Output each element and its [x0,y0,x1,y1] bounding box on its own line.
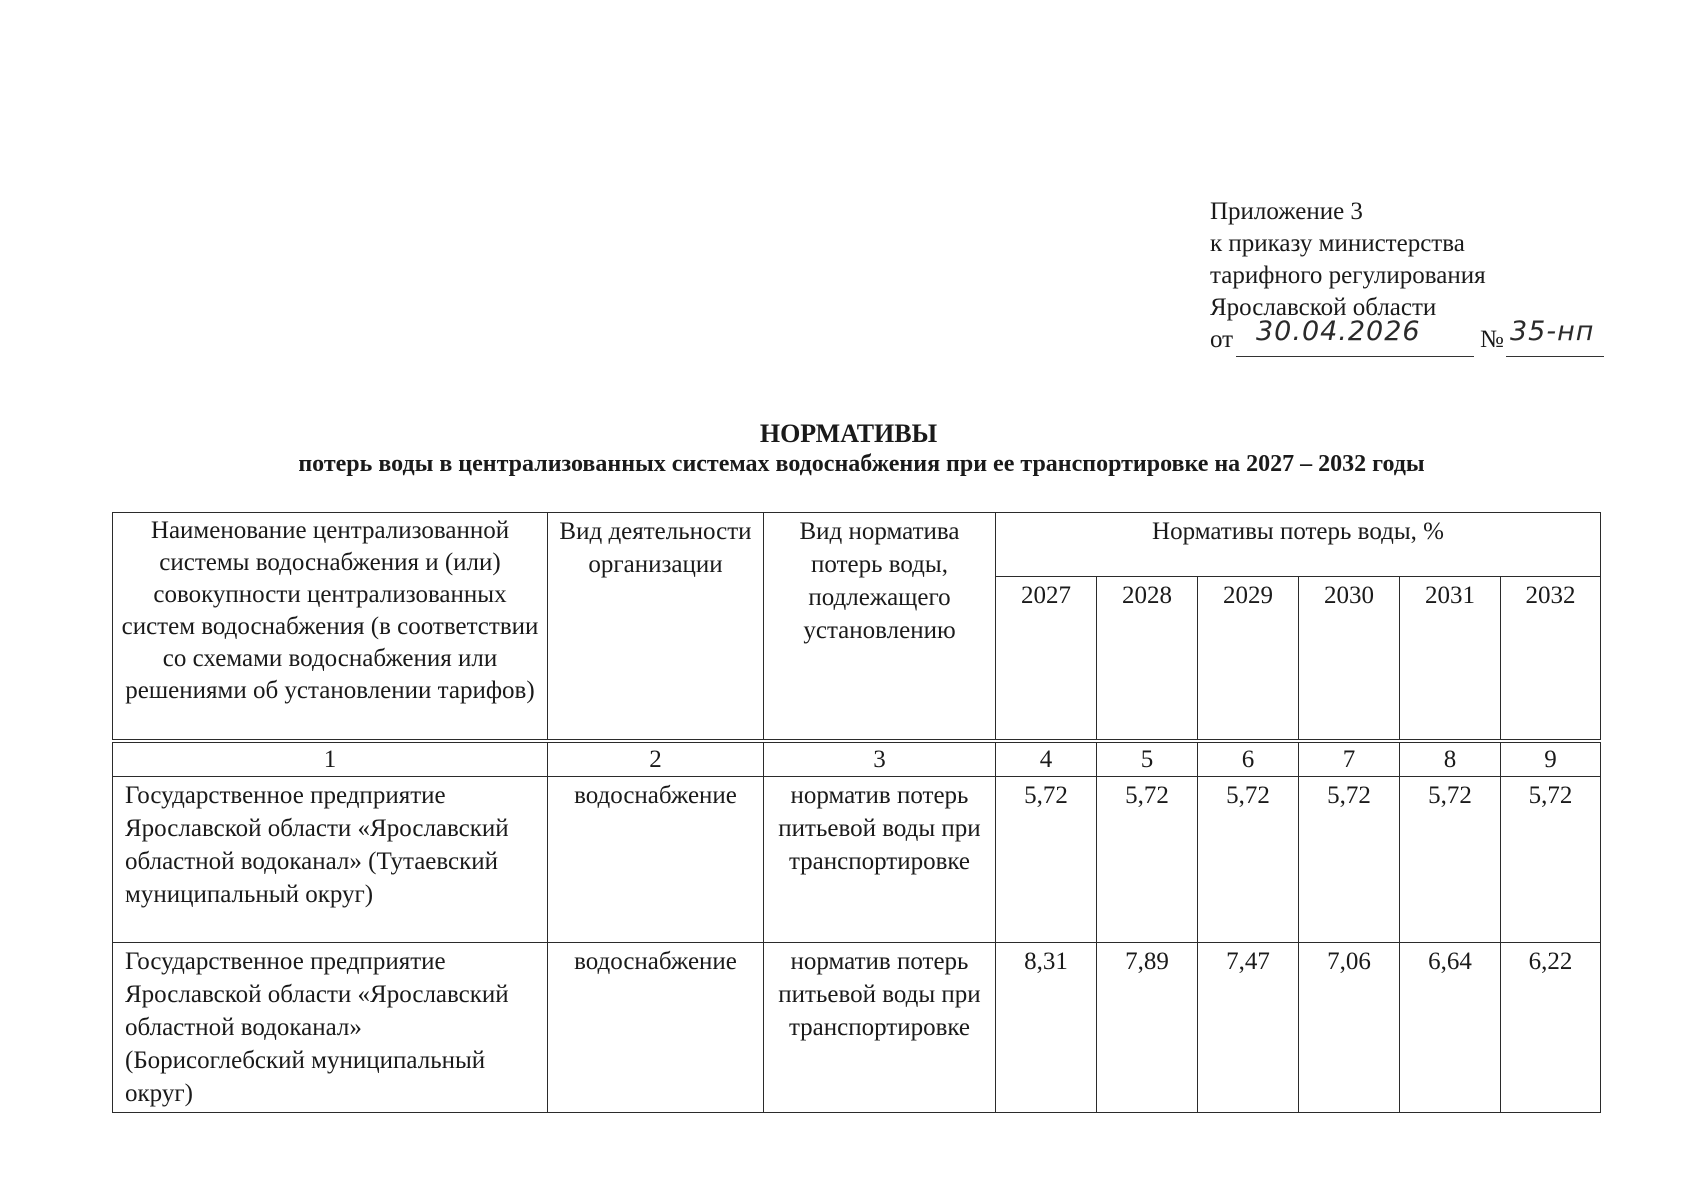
handwritten-number: 35-нп [1510,316,1595,347]
order-date-number-line [1210,316,1595,362]
activity-cell: водоснабжение [548,942,764,1112]
value-cell: 5,72 [1299,776,1400,942]
appendix-block [1210,196,1595,362]
header-year: 2032 [1501,577,1601,741]
column-number: 3 [764,741,996,777]
column-number: 4 [996,741,1097,777]
header-norms-group: Нормативы потерь воды, % [996,513,1601,577]
number-prefix: № [1480,326,1504,353]
activity-cell: водоснабжение [548,776,764,942]
value-cell: 5,72 [996,776,1097,942]
column-numbers-row [113,741,1601,777]
appendix-line-1: Приложение 3 [1210,198,1363,225]
appendix-line-4: Ярославской области [1210,294,1437,321]
column-number: 1 [113,741,548,777]
value-cell: 5,72 [1097,776,1198,942]
value-cell: 5,72 [1198,776,1299,942]
header-row-1 [113,513,1601,577]
value-cell: 7,47 [1198,942,1299,1112]
header-system-name: Наименование централизованной системы водоснабжения и (или) совокупности централизованных систем водоснабжения (в соответствии со схемами водоснабжения или решениями об установлении тарифов) [113,513,548,741]
document-subtitle: потерь воды в централизованных системах водоснабжения при ее транспортировке на 2027 – 2032 годы [298,451,1425,477]
value-cell: 7,89 [1097,942,1198,1112]
header-year: 2031 [1400,577,1501,741]
value-cell: 8,31 [996,942,1097,1112]
column-number: 6 [1198,741,1299,777]
appendix-line-2: к приказу министерства [1210,230,1465,257]
value-cell: 7,06 [1299,942,1400,1112]
value-cell: 6,64 [1400,942,1501,1112]
header-activity: Вид деятельности организации [548,513,764,741]
table-row [113,776,1601,942]
system-name-cell: Государственное предприятие Ярославской области «Ярославский областной водоканал» (Борисоглебский муниципальный округ) [113,942,548,1112]
norms-table [112,512,1601,1113]
table-row [113,942,1601,1112]
norm-type-cell: норматив потерь питьевой воды при транспортировке [764,776,996,942]
date-prefix: от [1210,326,1234,353]
value-cell: 5,72 [1400,776,1501,942]
number-underline [1506,356,1604,357]
system-name-cell: Государственное предприятие Ярославской области «Ярославский областной водоканал» (Тутаевский муниципальный округ) [113,776,548,942]
appendix-line-3: тарифного регулирования [1210,262,1486,289]
date-underline [1236,356,1474,357]
header-year: 2029 [1198,577,1299,741]
header-year: 2028 [1097,577,1198,741]
header-year: 2030 [1299,577,1400,741]
header-year: 2027 [996,577,1097,741]
value-cell: 6,22 [1501,942,1601,1112]
handwritten-date: 30.04.2026 [1256,316,1421,347]
column-number: 2 [548,741,764,777]
value-cell: 5,72 [1501,776,1601,942]
column-number: 9 [1501,741,1601,777]
column-number: 8 [1400,741,1501,777]
column-number: 7 [1299,741,1400,777]
norm-type-cell: норматив потерь питьевой воды при транспортировке [764,942,996,1112]
document-title: НОРМАТИВЫ [759,419,938,448]
column-number: 5 [1097,741,1198,777]
header-norm-type: Вид норматива потерь воды, подлежащего установлению [764,513,996,741]
